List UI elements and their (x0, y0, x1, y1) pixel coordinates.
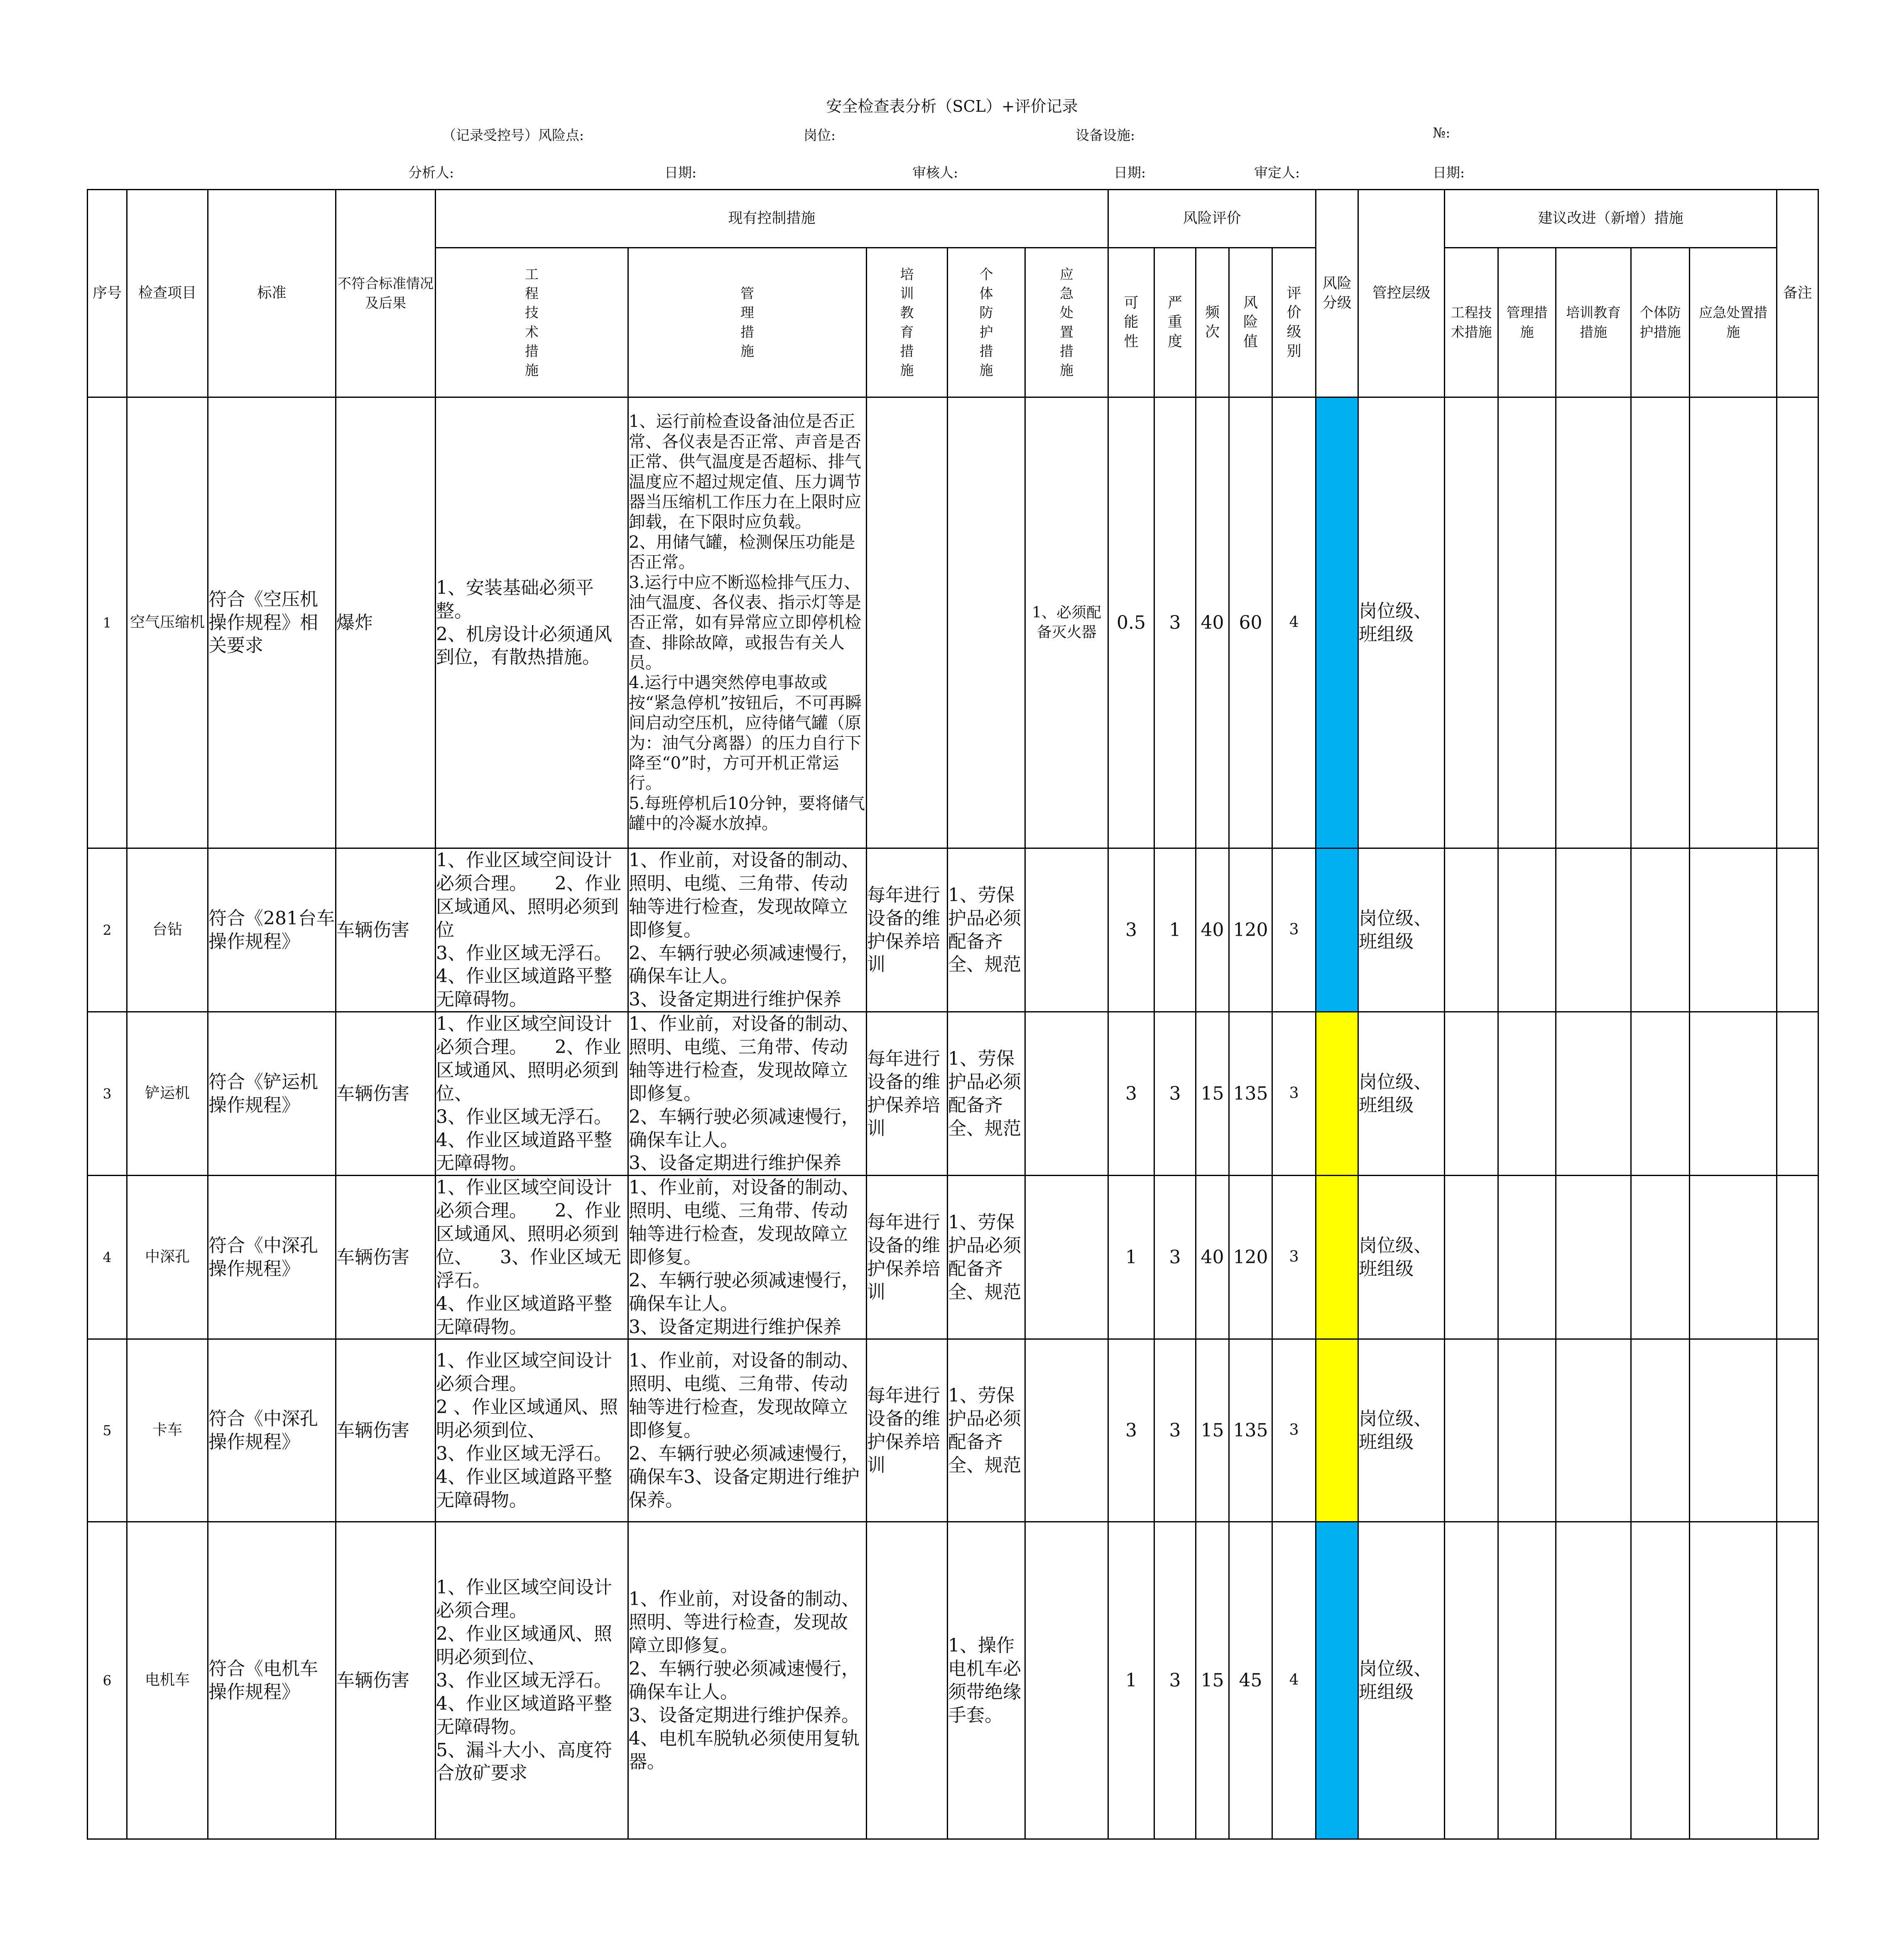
row-likelihood: 0.5 (1108, 397, 1154, 848)
meta-date-3-label: 日期: (1433, 164, 1465, 181)
row-standard: 符合《电机车操作规程》 (208, 1522, 336, 1839)
table-row (88, 1176, 1818, 1339)
row-s-emergency (1690, 1176, 1777, 1339)
row-eval-level: 3 (1272, 848, 1316, 1012)
row-management-measures: 1、作业前，对设备的制动、照明、电缆、三角带、传动轴等进行检查，发现故障立即修复。 2、车辆行驶必须减速慢行，确保车让人。 3、设备定期进行维护保养 (628, 1176, 867, 1339)
header-risk-grade: 风险 分级 (1316, 190, 1358, 397)
meta-date-1-label: 日期: (664, 164, 697, 181)
row-emergency-measures (1025, 1012, 1108, 1176)
row-likelihood: 1 (1108, 1176, 1154, 1339)
meta-equipment-label: 设备设施: (1076, 127, 1135, 143)
header-s-ppe: 个体防 护措施 (1631, 248, 1690, 397)
header-likelihood: 可 能 性 (1108, 248, 1154, 397)
meta-date-2-label: 日期: (1114, 164, 1146, 181)
row-ppe-measures: 1、操作电机车必须带绝缘手套。 (948, 1522, 1025, 1839)
row-consequence: 车辆伤害 (336, 1012, 436, 1176)
row-s-ppe (1631, 848, 1690, 1012)
row-s-ppe (1631, 1176, 1690, 1339)
row-risk-value: 45 (1229, 1522, 1272, 1839)
header-s-emergency: 应急处置措 施 (1690, 248, 1777, 397)
header-risk-value: 风 险 值 (1229, 248, 1272, 397)
row-s-training (1556, 1339, 1631, 1522)
scl-table (87, 189, 1819, 1840)
row-consequence: 车辆伤害 (336, 1522, 436, 1839)
row-frequency: 15 (1196, 1522, 1229, 1839)
row-seq: 4 (88, 1176, 127, 1339)
row-s-training (1556, 397, 1631, 848)
table-row (88, 1339, 1818, 1522)
row-item: 铲运机 (127, 1012, 208, 1176)
row-training-measures: 每年进行设备的维护保养培训 (867, 1012, 948, 1176)
row-severity: 3 (1154, 1339, 1196, 1522)
row-s-training (1556, 1522, 1631, 1839)
row-s-engineering (1445, 1176, 1498, 1339)
row-s-training (1556, 1012, 1631, 1176)
header-seq: 序号 (88, 190, 127, 397)
table-row (88, 1012, 1818, 1176)
header-ppe: 个 体 防 护 措 施 (948, 248, 1025, 397)
row-likelihood: 1 (1108, 1522, 1154, 1839)
row-training-measures: 每年进行设备的维护保养培训 (867, 1176, 948, 1339)
header-s-management: 管理措 施 (1498, 248, 1556, 397)
page-title: 安全检查表分析（SCL）+评价记录 (826, 97, 1078, 115)
table-row (88, 848, 1818, 1012)
row-management-measures: 1、运行前检查设备油位是否正常、各仪表是否正常、声音是否正常、供气温度是否超标、排气温度应不超过规定值、压力调节器当压缩机工作压力在上限时应卸载，在下限时应负载。 2、用储气罐，检测保压功能是否正常。 3.运行中应不断巡检排气压力、油气温度、各仪表、指示灯等是否正常，如有异常应立即停机检查、排除故障，或报告有关人员。 4.运行中遇突然停电事故或按“紧急停机”按钮后，不可再瞬间启动空压机，应待储气罐（原为：油气分离器）的压力自行下降至“0”时，方可开机正常运行。 5.每班停机后10分钟，要将储气罐中的冷凝水放掉。 (628, 397, 867, 848)
row-risk-grade-color (1316, 848, 1358, 1012)
header-remarks: 备注 (1777, 190, 1818, 397)
row-engineering-measures: 1、作业区域空间设计必须合理。 2 、作业区域通风、照明必须到位、 3、作业区域无浮石。 4、作业区域道路平整无障碍物。 (436, 1339, 628, 1522)
row-item: 台钻 (127, 848, 208, 1012)
row-frequency: 40 (1196, 848, 1229, 1012)
meta-position-label: 岗位: (804, 127, 836, 143)
row-s-ppe (1631, 1522, 1690, 1839)
row-likelihood: 3 (1108, 1012, 1154, 1176)
row-training-measures: 每年进行设备的维护保养培训 (867, 1339, 948, 1522)
row-remarks (1777, 1339, 1818, 1522)
row-s-engineering (1445, 397, 1498, 848)
meta-number-label: №: (1433, 125, 1451, 141)
row-eval-level: 3 (1272, 1176, 1316, 1339)
row-standard: 符合《铲运机操作规程》 (208, 1012, 336, 1176)
header-standard: 标准 (208, 190, 336, 397)
row-training-measures (867, 1522, 948, 1839)
row-ppe-measures: 1、劳保护品必须配备齐全、规范 (948, 848, 1025, 1012)
row-risk-value: 60 (1229, 397, 1272, 848)
header-suggested-measures: 建议改进（新增）措施 (1445, 190, 1777, 248)
row-eval-level: 4 (1272, 1522, 1316, 1839)
row-ppe-measures: 1、劳保护品必须配备齐全、规范 (948, 1339, 1025, 1522)
header-current-controls: 现有控制措施 (436, 190, 1108, 248)
row-seq: 1 (88, 397, 127, 848)
table-row (88, 397, 1818, 848)
row-severity: 1 (1154, 848, 1196, 1012)
row-emergency-measures (1025, 1339, 1108, 1522)
row-emergency-measures (1025, 1522, 1108, 1839)
row-s-emergency (1690, 1012, 1777, 1176)
row-likelihood: 3 (1108, 1339, 1154, 1522)
row-severity: 3 (1154, 1522, 1196, 1839)
row-standard: 符合《空压机操作规程》相关要求 (208, 397, 336, 848)
row-s-management (1498, 1339, 1556, 1522)
header-s-engineering: 工程技 术措施 (1445, 248, 1498, 397)
header-engineering: 工 程 技 术 措 施 (436, 248, 628, 397)
row-remarks (1777, 1522, 1818, 1839)
row-management-measures: 1、作业前，对设备的制动、照明、电缆、三角带、传动轴等进行检查，发现故障立即修复。 2、车辆行驶必须减速慢行，确保车让人。 3、设备定期进行维护保养 (628, 1012, 867, 1176)
row-s-training (1556, 848, 1631, 1012)
row-consequence: 车辆伤害 (336, 1176, 436, 1339)
row-s-management (1498, 1012, 1556, 1176)
row-s-training (1556, 1176, 1631, 1339)
row-s-ppe (1631, 397, 1690, 848)
row-remarks (1777, 397, 1818, 848)
meta-approver-label: 审定人: (1254, 164, 1300, 181)
table-body (88, 397, 1818, 1839)
row-emergency-measures (1025, 848, 1108, 1012)
row-s-engineering (1445, 1012, 1498, 1176)
header-training: 培 训 教 育 措 施 (867, 248, 948, 397)
row-standard: 符合《中深孔操作规程》 (208, 1339, 336, 1522)
header-item: 检查项目 (127, 190, 208, 397)
row-engineering-measures: 1、作业区域空间设计必须合理。 2、作业区域通风、照明必须到位 3、作业区域无浮石。 4、作业区域道路平整无障碍物。 (436, 848, 628, 1012)
row-likelihood: 3 (1108, 848, 1154, 1012)
row-standard: 符合《281台车操作规程》 (208, 848, 336, 1012)
row-consequence: 车辆伤害 (336, 1339, 436, 1522)
row-engineering-measures: 1、安装基础必须平整。 2、机房设计必须通风到位，有散热措施。 (436, 397, 628, 848)
row-s-engineering (1445, 1522, 1498, 1839)
header-risk-evaluation: 风险评价 (1108, 190, 1316, 248)
row-standard: 符合《中深孔操作规程》 (208, 1176, 336, 1339)
header-management: 管 理 措 施 (628, 248, 867, 397)
row-remarks (1777, 1176, 1818, 1339)
row-risk-value: 120 (1229, 1176, 1272, 1339)
row-item: 空气压缩机 (127, 397, 208, 848)
row-severity: 3 (1154, 397, 1196, 848)
row-severity: 3 (1154, 1176, 1196, 1339)
meta-reviewer-label: 审核人: (912, 164, 958, 181)
row-risk-grade-color (1316, 1012, 1358, 1176)
row-seq: 5 (88, 1339, 127, 1522)
row-seq: 3 (88, 1012, 127, 1176)
row-remarks (1777, 1012, 1818, 1176)
header-severity: 严 重 度 (1154, 248, 1196, 397)
row-management-measures: 1、作业前，对设备的制动、照明、电缆、三角带、传动轴等进行检查，发现故障立即修复。 2、车辆行驶必须减速慢行，确保车让人。 3、设备定期进行维护保养 (628, 848, 867, 1012)
row-training-measures: 每年进行设备的维护保养培训 (867, 848, 948, 1012)
row-item: 中深孔 (127, 1176, 208, 1339)
row-control-level: 岗位级、班组级 (1358, 1522, 1445, 1839)
header-s-training: 培训教育 措施 (1556, 248, 1631, 397)
row-s-management (1498, 397, 1556, 848)
row-emergency-measures: 1、必须配备灭火器 (1025, 397, 1108, 848)
row-s-emergency (1690, 848, 1777, 1012)
row-risk-grade-color (1316, 1176, 1358, 1339)
row-engineering-measures: 1、作业区域空间设计必须合理。 2、作业区域通风、照明必须到位、 3、作业区域无浮石。 4、作业区域道路平整无障碍物。 (436, 1176, 628, 1339)
row-seq: 2 (88, 848, 127, 1012)
row-consequence: 爆炸 (336, 397, 436, 848)
row-s-management (1498, 848, 1556, 1012)
row-risk-grade-color (1316, 1522, 1358, 1839)
row-seq: 6 (88, 1522, 127, 1839)
row-frequency: 15 (1196, 1339, 1229, 1522)
row-emergency-measures (1025, 1176, 1108, 1339)
row-s-management (1498, 1176, 1556, 1339)
row-risk-value: 135 (1229, 1012, 1272, 1176)
row-eval-level: 3 (1272, 1339, 1316, 1522)
row-risk-value: 135 (1229, 1339, 1272, 1522)
header-nonconformity: 不符合标准情况及后果 (336, 190, 436, 397)
row-item: 电机车 (127, 1522, 208, 1839)
row-consequence: 车辆伤害 (336, 848, 436, 1012)
row-s-management (1498, 1522, 1556, 1839)
row-training-measures (867, 397, 948, 848)
row-s-emergency (1690, 1339, 1777, 1522)
row-management-measures: 1、作业前，对设备的制动、照明、电缆、三角带、传动轴等进行检查，发现故障立即修复。 2、车辆行驶必须减速慢行，确保车3、设备定期进行维护保养。 (628, 1339, 867, 1522)
row-risk-value: 120 (1229, 848, 1272, 1012)
meta-analyst-label: 分析人: (408, 164, 454, 181)
row-eval-level: 4 (1272, 397, 1316, 848)
row-s-emergency (1690, 397, 1777, 848)
row-ppe-measures: 1、劳保护品必须配备齐全、规范 (948, 1176, 1025, 1339)
table-row (88, 1522, 1818, 1839)
row-ppe-measures: 1、劳保护品必须配备齐全、规范 (948, 1012, 1025, 1176)
row-control-level: 岗位级、班组级 (1358, 1339, 1445, 1522)
row-s-emergency (1690, 1522, 1777, 1839)
row-control-level: 岗位级、班组级 (1358, 1012, 1445, 1176)
header-emergency: 应 急 处 置 措 施 (1025, 248, 1108, 397)
row-risk-grade-color (1316, 397, 1358, 848)
row-frequency: 40 (1196, 1176, 1229, 1339)
row-remarks (1777, 848, 1818, 1012)
row-engineering-measures: 1、作业区域空间设计必须合理。 2、作业区域通风、照明必须到位、 3、作业区域无浮石。 4、作业区域道路平整无障碍物。 (436, 1012, 628, 1176)
row-management-measures: 1、作业前，对设备的制动、照明、等进行检查，发现故障立即修复。 2、车辆行驶必须减速慢行，确保车让人。 3、设备定期进行维护保养。 4、电机车脱轨必须使用复轨器。 (628, 1522, 867, 1839)
row-s-ppe (1631, 1012, 1690, 1176)
row-risk-grade-color (1316, 1339, 1358, 1522)
row-ppe-measures (948, 397, 1025, 848)
row-frequency: 15 (1196, 1012, 1229, 1176)
row-s-engineering (1445, 848, 1498, 1012)
row-severity: 3 (1154, 1012, 1196, 1176)
row-s-ppe (1631, 1339, 1690, 1522)
header-control-level: 管控层级 (1358, 190, 1445, 397)
header-eval-level: 评 价 级 别 (1272, 248, 1316, 397)
row-engineering-measures: 1、作业区域空间设计必须合理。 2、作业区域通风、照明必须到位、 3、作业区域无浮石。 4、作业区域道路平整无障碍物。 5、漏斗大小、高度符合放矿要求 (436, 1522, 628, 1839)
row-control-level: 岗位级、班组级 (1358, 397, 1445, 848)
row-eval-level: 3 (1272, 1012, 1316, 1176)
header-frequency: 频 次 (1196, 248, 1229, 397)
row-control-level: 岗位级、班组级 (1358, 1176, 1445, 1339)
meta-risk-point-label: （记录受控号）风险点: (442, 127, 584, 143)
row-item: 卡车 (127, 1339, 208, 1522)
row-frequency: 40 (1196, 397, 1229, 848)
row-control-level: 岗位级、班组级 (1358, 848, 1445, 1012)
row-s-engineering (1445, 1339, 1498, 1522)
